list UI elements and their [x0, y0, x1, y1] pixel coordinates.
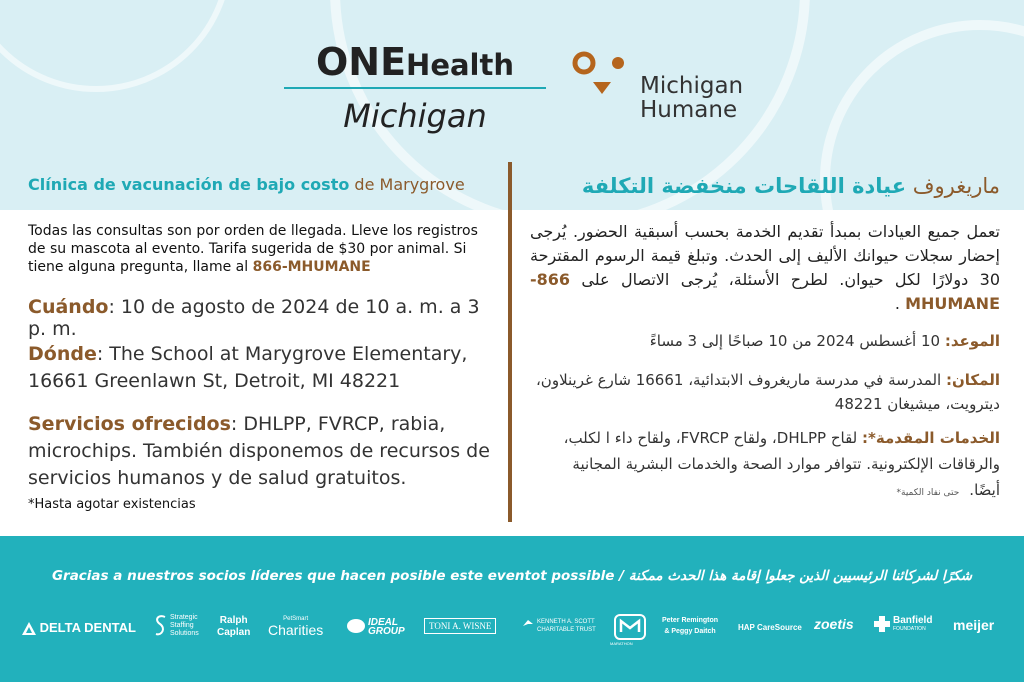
- arabic-title: [530, 174, 1000, 198]
- spanish-phone: 866-MHUMANE: [252, 259, 371, 275]
- logo-health: Health: [406, 48, 515, 82]
- logo-rule: [284, 87, 546, 89]
- sponsor-kenneth-scott: [522, 618, 596, 634]
- ralph-line1: Ralph: [219, 615, 248, 626]
- arabic-services-label: الخدمات المقدمة*:: [862, 429, 1000, 447]
- partner-line2: Humane: [640, 97, 738, 123]
- peter-line2: & Peggy Daitch: [664, 628, 716, 635]
- banfield-line1: Banfield: [893, 615, 933, 626]
- onehealth-wordmark: [284, 40, 546, 84]
- marathon-shield-icon: [614, 614, 646, 640]
- arabic-where-label: المكان:: [946, 371, 1000, 389]
- arabic-where-value: المدرسة في مدرسة ماريغروف الابتدائية، 16661 شارع غرينلاون، ديترويت، ميشيغان 48221: [535, 371, 1000, 413]
- strategic-line1: Strategic: [170, 614, 198, 621]
- where-value: : The School at Marygrove Elementary, 16661 Greenlawn St, Detroit, MI 48221: [28, 343, 468, 392]
- sponsor-hap-caresource: HAP CareSource: [738, 623, 802, 632]
- ideal-line2: GROUP: [368, 626, 405, 637]
- arabic-when-label: الموعد:: [944, 332, 1000, 350]
- sponsor-banfield: [874, 615, 933, 634]
- sponsor-petsmart-charities: [268, 614, 323, 636]
- sponsor-strategic-staffing: [154, 614, 204, 638]
- sponsor-logos: [22, 614, 1007, 646]
- strategic-line3: Solutions: [170, 630, 199, 637]
- services-value: : DHLPP, FVRCP, rabia, microchips. También disponemos de recursos de servicios humanos y de salud gratuitos.: [28, 413, 490, 489]
- spanish-supply-note: *Hasta agotar existencias: [28, 497, 196, 512]
- kenneth-line2: CHARITABLE TRUST: [537, 627, 596, 633]
- arabic-intro: [530, 220, 1000, 316]
- sponsor-toni-wisne: TONI A. WISNE: [424, 618, 496, 634]
- delta-triangle-icon: [22, 622, 36, 635]
- decorative-circle: [0, 0, 232, 92]
- ideal-ellipse-icon: [346, 618, 366, 634]
- arabic-phone: 866-MHUMANE: [530, 270, 1000, 313]
- arabic-intro-text: تعمل جميع العيادات بمبدأ تقديم الخدمة بحسب أسبقية الحضور. يُرجى إحضار سجلات حيوانك الأليف إلى الحدث. وتبلغ قيمة الرسوم المقترحة 30 دولارًا لكل حيوان. لطرح الأسئلة، يُرجى الاتصال على: [530, 222, 1000, 289]
- ideal-line1: IDEAL: [368, 617, 398, 628]
- spanish-services: [28, 411, 498, 492]
- spanish-intro-text: Todas las consultas son por orden de llegada. Lleve los registros de su mascota al evento. Tarifa sugerida de $30 por animal. Si tiene alguna pregunta, llame al: [28, 223, 478, 275]
- arabic-when: [530, 332, 1000, 350]
- when-value: : 10 de agosto de 2024 de 10 a. m. a 3 p. m.: [28, 296, 480, 340]
- marathon-label: MARATHON: [610, 641, 633, 646]
- logo-michigan: Michigan: [343, 97, 487, 135]
- onehealth-michigan-logo: [284, 40, 546, 135]
- spanish-where: [28, 341, 498, 395]
- sponsor-footer: [0, 536, 1024, 682]
- when-label: Cuándo: [28, 296, 109, 318]
- arabic-when-value: 10 أغسطس 2024 من 10 صباحًا إلى 3 مساءً: [649, 332, 945, 350]
- sponsor-meijer: meijer: [953, 617, 995, 633]
- spanish-title-location: de Marygrove: [349, 175, 465, 194]
- sponsor-delta-dental: [22, 620, 136, 635]
- sponsor-peter-remington: [662, 615, 718, 637]
- michigan-humane-face-icon: [571, 50, 633, 98]
- spanish-intro: [28, 222, 498, 276]
- ralph-line2: Caplan: [217, 627, 251, 638]
- arabic-intro-end: .: [894, 294, 906, 313]
- where-label: Dónde: [28, 343, 97, 365]
- spanish-title-main: Clínica de vacunación de bajo costo: [28, 175, 350, 194]
- spanish-title: [28, 175, 498, 194]
- peter-line1: Peter Remington: [662, 617, 719, 624]
- delta-label: DELTA DENTAL: [39, 620, 136, 635]
- arabic-services: [530, 425, 1000, 506]
- sponsor-ideal-group: [346, 617, 405, 637]
- banfield-cross-icon: [874, 616, 890, 632]
- sponsor-marathon: [610, 614, 646, 646]
- kenneth-bird-icon: [522, 618, 534, 630]
- arabic-title-location: ماريغروف: [906, 174, 1000, 198]
- arabic-title-main: عيادة اللقاحات منخفضة التكلفة: [581, 174, 907, 198]
- arabic-supply-note: حتى نفاد الكمية*: [896, 488, 960, 498]
- partner-line1: Michigan: [640, 73, 744, 99]
- sponsor-thanks: Gracias a nuestros socios líderes que hacen posible este eventot possible / شكرًا لشركائنا الرئيسيين الذين جعلوا إقامة هذا الحدث ممكنة: [51, 568, 973, 584]
- arabic-services-value: لقاح DHLPP، ولقاح FVRCP، ولقاح داء ا لكلب، والرقاقات الإلكترونية. تتوافر موارد الصحة والخدمات البشرية المجانية أيضًا.: [563, 429, 1000, 499]
- sponsor-ralph-caplan: [217, 615, 250, 639]
- kenneth-line1: KENNETH A. SCOTT: [537, 619, 595, 625]
- logo-one: ONE: [315, 40, 407, 84]
- strategic-line2: Staffing: [170, 622, 194, 629]
- petsmart-line2: Charities: [268, 622, 324, 638]
- sponsor-zoetis: zoetis: [814, 616, 854, 632]
- strategic-s-icon: [154, 614, 168, 638]
- petsmart-line1: PetSmart: [283, 616, 309, 622]
- michigan-humane-wordmark: [640, 74, 743, 122]
- banfield-line2: FOUNDATION: [893, 626, 926, 632]
- services-label: Servicios ofrecidos: [28, 413, 231, 435]
- arabic-where: [530, 368, 1000, 416]
- spanish-when: [28, 296, 498, 340]
- column-divider: [508, 162, 512, 522]
